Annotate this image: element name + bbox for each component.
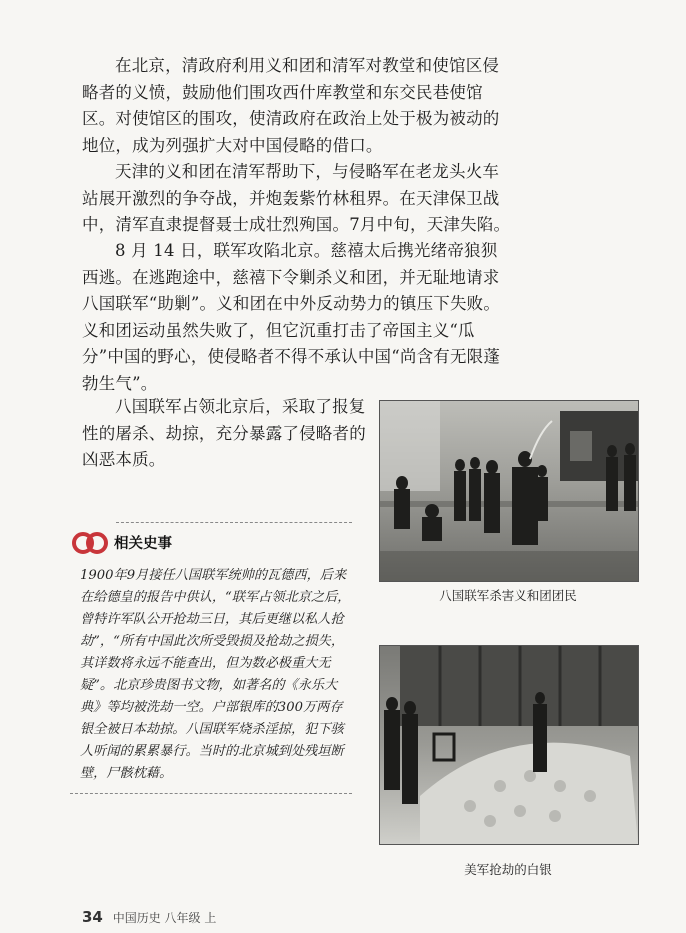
box-header bbox=[70, 523, 352, 559]
box-title: 相关史事 bbox=[114, 536, 172, 552]
paragraph-allied-atrocities: 八国联军占领北京后，采取了报复性的屠杀、劫掠，充分暴露了侵略者的凶恶本质。 bbox=[82, 397, 366, 469]
photo-caption-execution: 八国联军杀害义和团团民 bbox=[439, 588, 577, 603]
box-body-text: 1900年9月接任八国联军统帅的瓦德西，后来在给德皇的报告中供认，“联军占领北京之后，曾特许军队公开抢劫三日，其后更继以私人抢劫”，“所有中国此次所受毁损及抢劫之损失，其详数将永远不能查出，但为数必极重大无疑”。北京珍贵图书文物，如著名的《永乐大典》等均被洗劫一空。户部银库的300万两存银全被日本劫掠。八国联军烧杀淫掠，犯下骇人听闻的累累暴行。当时的北京城到处残垣断壁，尸骸枕藉。 bbox=[80, 568, 351, 781]
photo-boxer-execution bbox=[379, 400, 639, 582]
page-number: 34 bbox=[82, 908, 103, 926]
historical-photo-execution-icon bbox=[380, 401, 638, 581]
paragraph-fall-of-beijing: 8 月 14 日，联军攻陷北京。慈禧太后携光绪帝狼狈西逃。在逃跑途中，慈禧下令剿杀义和团，并无耻地请求八国联军“助剿”。义和团在中外反动势力的镇压下失败。义和团运动虽然失败了，但它沉重打击了帝国主义“瓜分”中国的野心，使侵略者不得不承认中国“尚含有无限蓬勃生气”。 bbox=[82, 241, 501, 393]
historical-photo-silver-icon bbox=[380, 646, 638, 844]
related-history-logo-icon bbox=[72, 529, 108, 557]
paragraph-beijing-siege: 在北京，清政府利用义和团和清军对教堂和使馆区侵略者的义愤，鼓励他们围攻西什库教堂和东交民巷使馆区。对使馆区的围攻，使清政府在政治上处于极为被动的地位，成为列强扩大对中国侵略的借口。 bbox=[82, 56, 500, 155]
photo-looted-silver bbox=[379, 645, 639, 845]
page-footer bbox=[82, 908, 216, 926]
paragraph-tianjin-battle: 天津的义和团在清军帮助下，与侵略军在老龙头火车站展开激烈的争夺战，并炮轰紫竹林租界。在天津保卫战中，清军直隶提督聂士成壮烈殉国。7月中旬，天津失陷。 bbox=[82, 162, 511, 234]
related-history-box bbox=[70, 522, 352, 794]
box-bottom-divider bbox=[70, 793, 352, 794]
book-title: 中国历史 八年级 上 bbox=[112, 911, 217, 925]
photo-caption-silver: 美军抢劫的白银 bbox=[464, 862, 552, 877]
